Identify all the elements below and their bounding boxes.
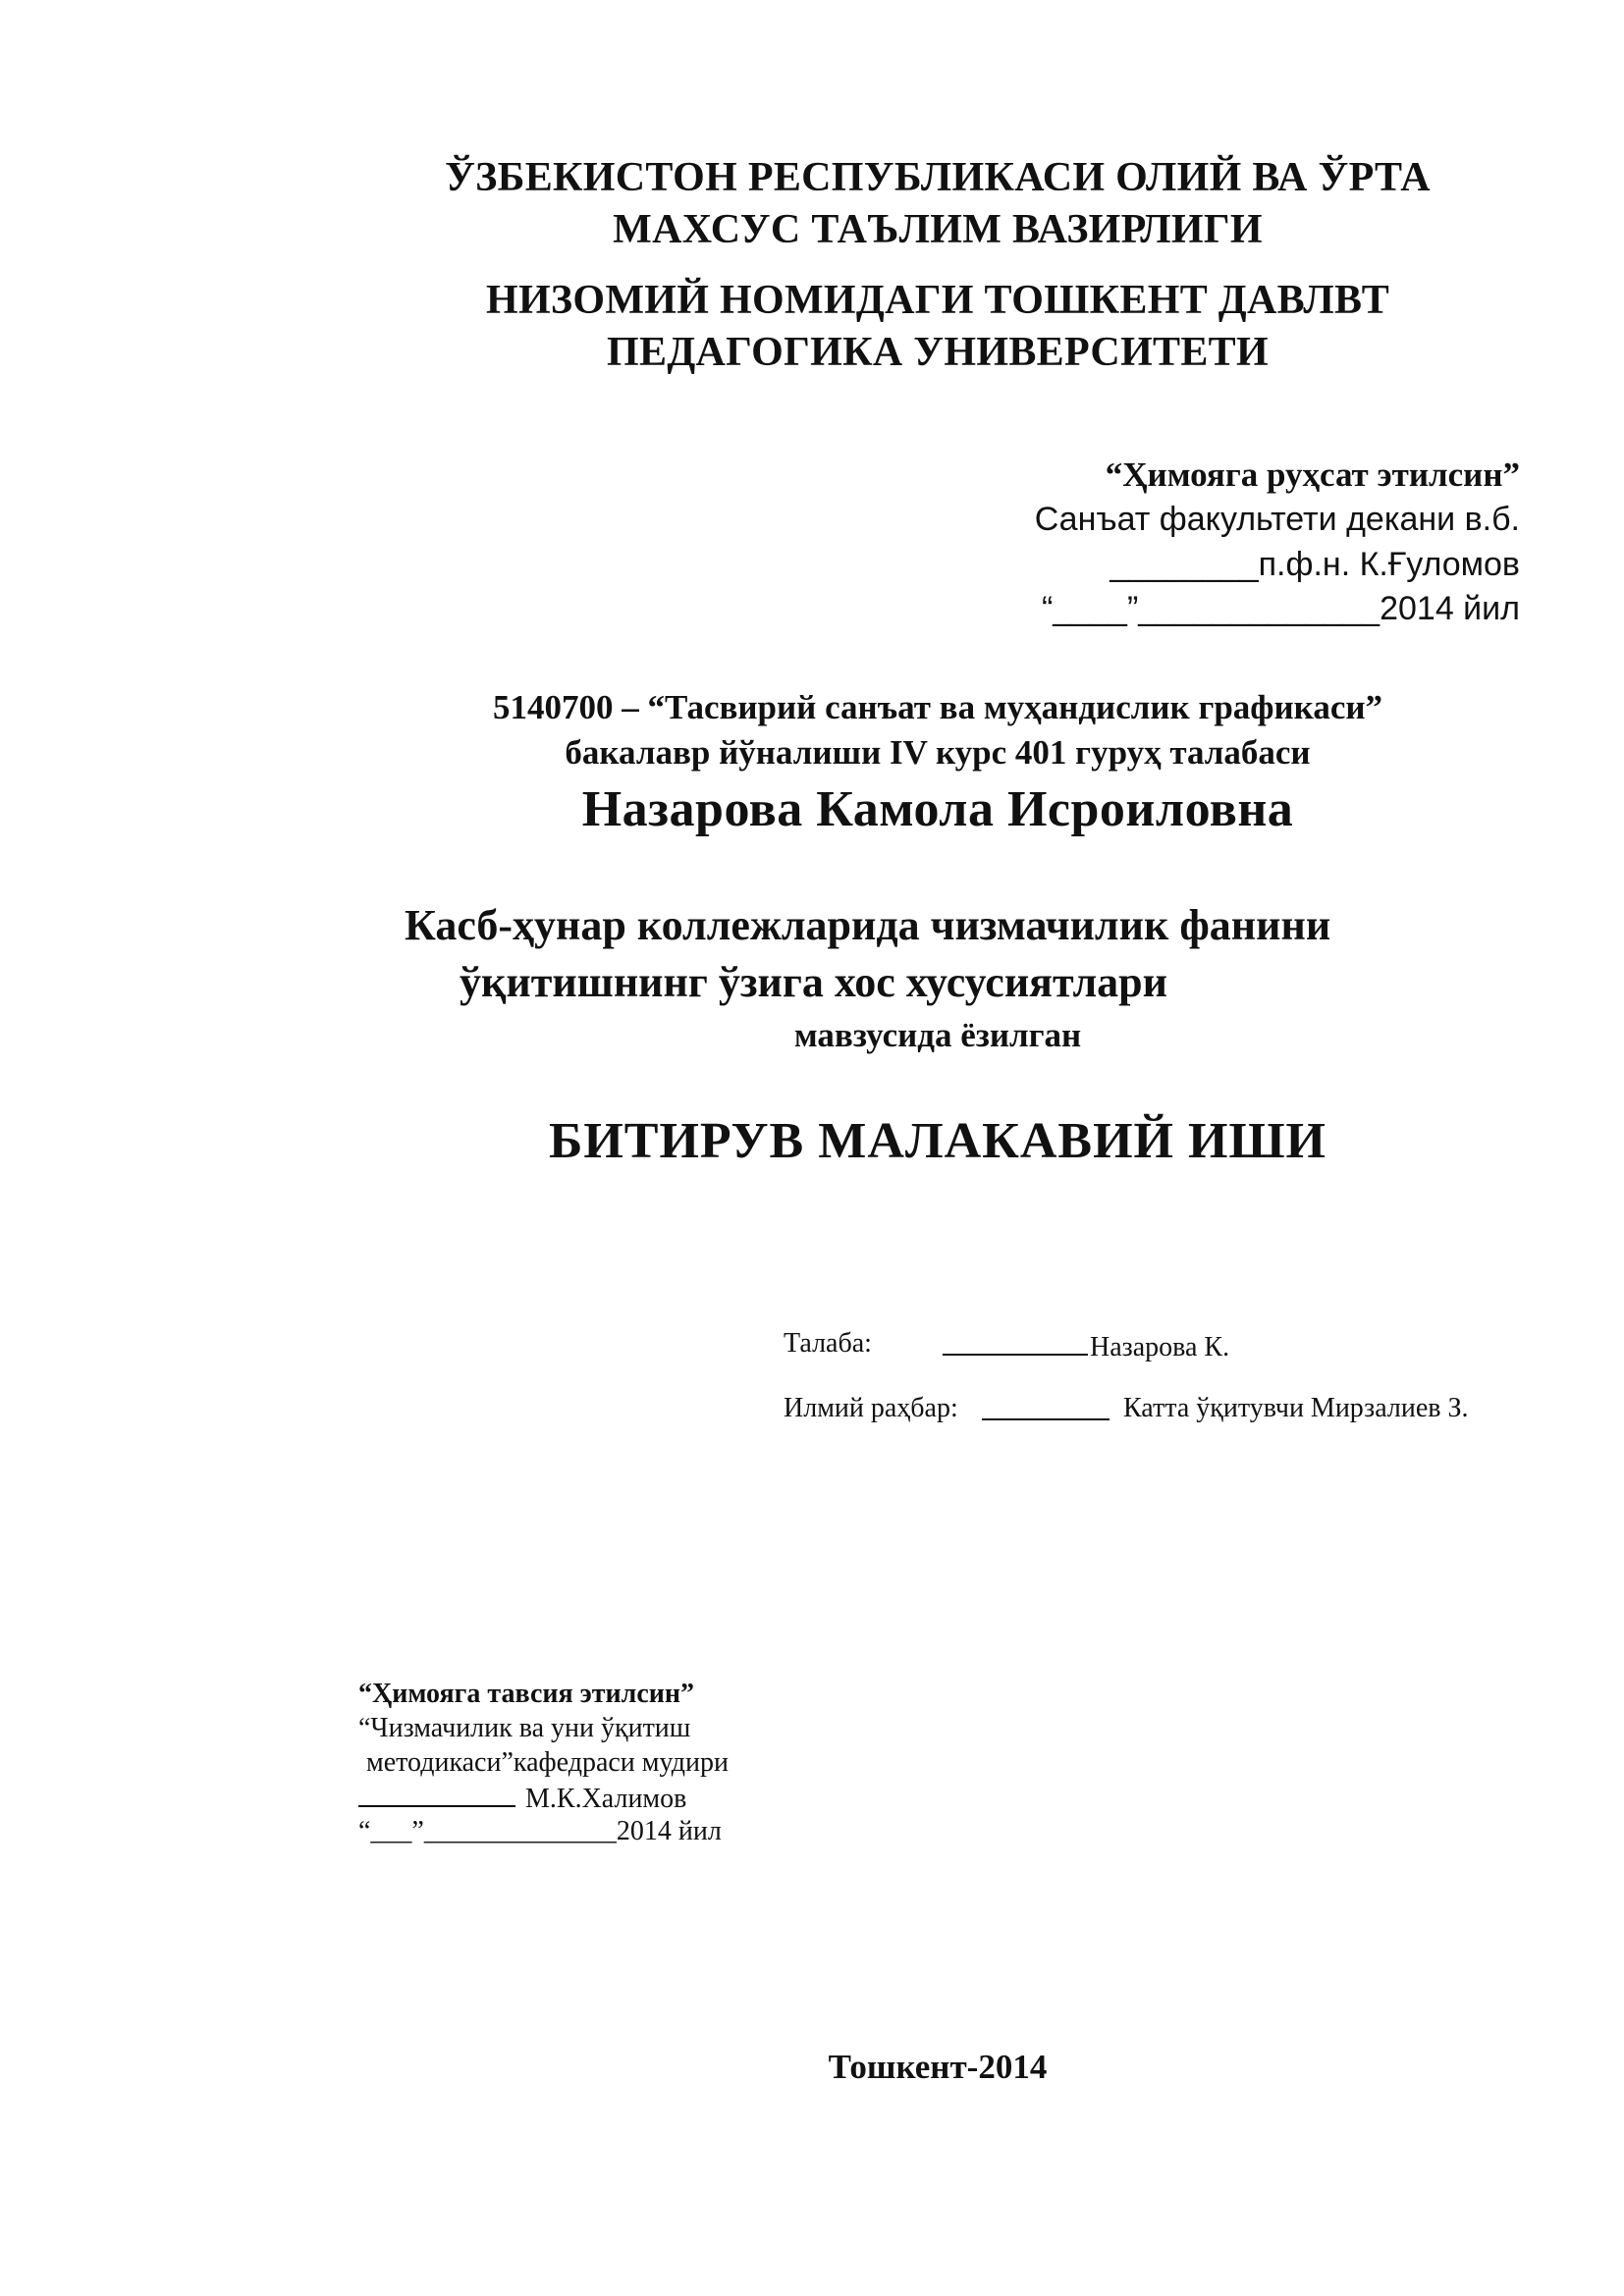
- supervisor-name: Катта ўқитувчи Мирзалиев З.: [1123, 1393, 1469, 1423]
- recommendation-title: “Ҳимояга тавсия этилсин”: [358, 1679, 695, 1709]
- student-label: Талаба:: [784, 1328, 872, 1359]
- approval-date: “____”_____________2014 йил: [1041, 590, 1520, 627]
- recommendation-dept-line-1: “Чизмачилик ва уни ўқитиш: [358, 1713, 691, 1743]
- ministry-title-line-1: ЎЗБЕКИСТОН РЕСПУБЛИКАСИ ОЛИЙ ВА ЎРТА: [445, 155, 1431, 200]
- ministry-title-line-2: МАХСУС ТАЪЛИМ ВАЗИРЛИГИ: [613, 207, 1263, 252]
- student-short-name: Назарова К.: [1090, 1332, 1230, 1362]
- university-title-line-1: НИЗОМИЙ НОМИДАГИ ТОШКЕНТ ДАВЛВТ: [485, 278, 1390, 323]
- recommendation-dept-line-2: методикаси”кафедраси мудири: [366, 1747, 729, 1778]
- recommendation-date: “___”______________2014 йил: [358, 1816, 722, 1846]
- recommendation-head: [358, 1782, 686, 1815]
- signature-line: [943, 1328, 1088, 1356]
- student-full-name: Назарова Камола Исроиловна: [581, 781, 1294, 837]
- signature-line: [358, 1782, 515, 1807]
- speciality-line-1: 5140700 – “Тасвирий санъат ва муҳандислик графикаси”: [492, 688, 1383, 726]
- university-title-line-2: ПЕДАГОГИКА УНИВЕРСИТЕТИ: [607, 330, 1269, 375]
- signature-line: [982, 1393, 1110, 1420]
- approval-dean-name: ________п.ф.н. К.Ғуломов: [1110, 546, 1520, 583]
- approval-title: “Ҳимояга руҳсат этилсин”: [1105, 455, 1520, 494]
- supervisor-label: Илмий раҳбар:: [784, 1393, 958, 1423]
- topic-line-1: Касб-ҳунар коллежларида чизмачилик фанини: [405, 901, 1331, 949]
- city-year: Тошкент-2014: [828, 2048, 1048, 2086]
- recommendation-head-name: М.К.Халимов: [525, 1784, 687, 1814]
- student-signature: [943, 1328, 1229, 1363]
- speciality-line-2: бакалавр йўналиши IV курс 401 гуруҳ талабаси: [565, 733, 1311, 772]
- work-type-title: БИТИРУВ МАЛАКАВИЙ ИШИ: [548, 1113, 1327, 1169]
- supervisor-signature-line: [982, 1393, 1110, 1428]
- topic-line-3: мавзусида ёзилган: [793, 1016, 1082, 1054]
- approval-dean-position: Санъат факультети декани в.б.: [1034, 501, 1520, 538]
- topic-line-2: ўқитишнинг ўзига хос хусусиятлари: [460, 958, 1167, 1006]
